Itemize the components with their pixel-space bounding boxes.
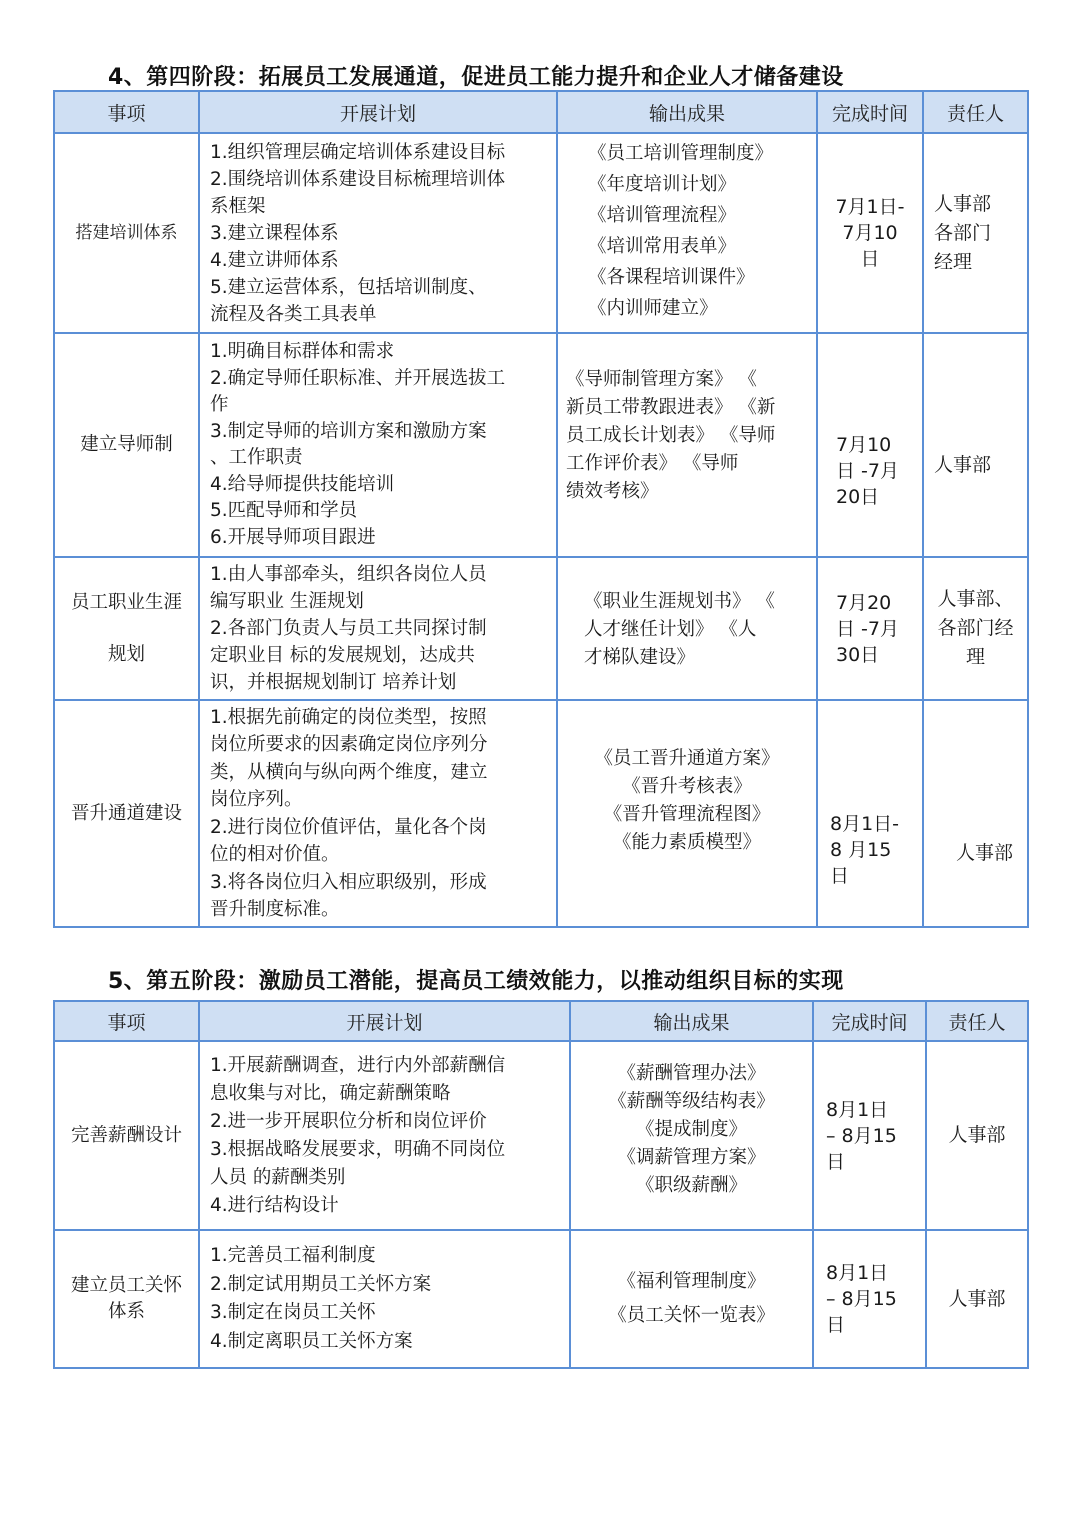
cell-line: 《福利管理制度》 [617, 1271, 766, 1292]
item-cell [54, 1230, 199, 1368]
cell-line: 岗位所要求的因素确定岗位序列分 [210, 734, 488, 755]
cell-line: 工作评价表》 《导师 [566, 453, 739, 474]
cell-line: 人事部 [934, 192, 992, 215]
item-cell [54, 1041, 199, 1230]
cell-line: 日 -7月 [836, 617, 899, 640]
header-owner: 责任人 [923, 91, 1028, 133]
time-cell [813, 1230, 926, 1368]
cell-line: 2.进行岗位价值评估，量化各个岗 [210, 816, 487, 838]
header-plan: 开展计划 [199, 1001, 570, 1041]
table-row [54, 1230, 1028, 1368]
cell-line: 经理 [934, 250, 973, 273]
cell-line: 《导师制管理方案》 《 [566, 369, 757, 390]
cell-line: 才梯队建设》 [584, 647, 696, 668]
cell-line: 2.制定试用期员工关怀方案 [210, 1273, 432, 1295]
cell-line: 《员工关怀一览表》 [608, 1305, 775, 1326]
item-cell [54, 133, 199, 333]
table-row [54, 133, 1028, 333]
cell-line: 人事部、 [937, 588, 1014, 610]
cell-line: 5.建立运营体系，包括培训制度、 [210, 276, 487, 298]
cell-line: 4.制定离职员工关怀方案 [210, 1330, 413, 1352]
cell-line: 各部门经 [937, 617, 1014, 639]
cell-line: 4.建立讲师体系 [210, 249, 339, 271]
cell-line: 绩效考核》 [566, 481, 659, 502]
cell-line: 7月10 [842, 222, 898, 244]
cell-line: 人事部 [934, 453, 992, 476]
cell-line: 《员工晋升通道方案》 [594, 748, 780, 769]
table-row [54, 1041, 1028, 1230]
cell-line: 8月1日 [826, 1098, 889, 1121]
cell-line: 日 [830, 865, 850, 887]
owner-cell [926, 1230, 1028, 1368]
cell-line: 《职级薪酬》 [635, 1175, 747, 1196]
cell-line: 8月1日- [830, 813, 900, 835]
cell-line: 人才继任计划》 《人 [584, 619, 757, 640]
cell-line: 人员 的薪酬类别 [210, 1166, 346, 1188]
cell-line: 系框架 [210, 195, 266, 217]
header-plan: 开展计划 [199, 91, 557, 133]
cell-line: 《提成制度》 [635, 1119, 747, 1140]
header-time: 完成时间 [813, 1001, 926, 1041]
cell-line: 《各课程培训课件》 [588, 267, 755, 288]
cell-line: 建立导师制 [80, 434, 173, 455]
cell-line: 3.制定在岗员工关怀 [210, 1302, 376, 1323]
cell-line: 1.开展薪酬调查，进行内外部薪酬信 [210, 1054, 506, 1076]
header-item: 事项 [54, 91, 199, 133]
plan-cell [199, 133, 557, 333]
header-output: 输出成果 [570, 1001, 813, 1041]
cell-line: 员工成长计划表》 《导师 [566, 425, 776, 446]
cell-line: 2.确定导师任职标准、并开展选拔工 [210, 367, 506, 389]
time-cell [817, 557, 923, 700]
cell-line: 类，从横向与纵向两个维度，建立 [210, 761, 488, 783]
cell-line: 搭建培训体系 [75, 223, 178, 243]
table-header-row [54, 91, 1028, 133]
cell-line: 《员工培训管理制度》 [588, 143, 774, 164]
cell-line: 理 [965, 646, 985, 668]
cell-line: 流程及各类工具表单 [210, 303, 377, 325]
cell-line: 息收集与对比，确定薪酬策略 [210, 1082, 451, 1104]
cell-line: 《薪酬等级结构表》 [608, 1091, 775, 1112]
cell-line: 3.制定导师的培训方案和激励方案 [210, 420, 487, 442]
cell-line: 1.完善员工福利制度 [210, 1245, 376, 1266]
time-cell [817, 133, 923, 333]
cell-line: 《培训管理流程》 [588, 205, 737, 226]
table-header-row [54, 1001, 1028, 1041]
cell-line: 日 -7月 [836, 460, 899, 482]
stage4-table [53, 90, 1029, 928]
cell-line: 晋升制度标准。 [210, 899, 340, 920]
cell-line: 6.开展导师项目跟进 [210, 526, 376, 548]
cell-line: 规划 [107, 643, 145, 665]
cell-line: 作 [210, 394, 229, 415]
cell-line: 20日 [836, 486, 880, 508]
header-output: 输出成果 [557, 91, 817, 133]
time-cell [817, 700, 923, 927]
plan-cell [199, 333, 557, 557]
cell-line: 4.进行结构设计 [210, 1194, 339, 1216]
cell-line: 日 [860, 248, 880, 270]
cell-line: 《职业生涯规划书》 《 [584, 591, 775, 612]
cell-line: 2.进一步开展职位分析和岗位评价 [210, 1110, 487, 1132]
cell-line: 编写职业 生涯规划 [210, 591, 364, 612]
owner-cell [923, 557, 1028, 700]
item-cell [54, 700, 199, 927]
cell-line: 3.建立课程体系 [210, 222, 339, 244]
plan-cell [199, 700, 557, 927]
cell-line: 各部门 [934, 221, 992, 244]
plan-cell [199, 1230, 570, 1368]
cell-line: 7月10 [836, 434, 892, 456]
output-cell [557, 133, 817, 333]
header-time: 完成时间 [817, 91, 923, 133]
owner-cell [926, 1041, 1028, 1230]
cell-line: 《年度培训计划》 [588, 174, 737, 195]
owner-cell [923, 133, 1028, 333]
cell-line: 3.根据战略发展要求，明确不同岗位 [210, 1138, 506, 1160]
cell-line: 《晋升考核表》 [622, 776, 752, 797]
cell-line: 晋升通道建设 [70, 802, 182, 824]
cell-line: 4.给导师提供技能培训 [210, 473, 395, 495]
cell-line: 位的相对价值。 [210, 844, 340, 865]
header-owner: 责任人 [926, 1001, 1028, 1041]
table-row [54, 333, 1028, 557]
cell-line: 30日 [836, 643, 880, 666]
owner-cell [923, 700, 1028, 927]
cell-line: 《晋升管理流程图》 [603, 804, 771, 825]
cell-line: 《内训师建立》 [588, 298, 718, 319]
cell-line: 完善薪酬设计 [70, 1124, 182, 1146]
cell-line: 新员工带教跟进表》 《新 [566, 397, 776, 418]
cell-line: 1.由人事部牵头，组织各岗位人员 [210, 564, 487, 585]
item-cell [54, 557, 199, 700]
cell-line: 人事部 [948, 1287, 1006, 1310]
table-row [54, 700, 1028, 927]
stage5-table [53, 1000, 1029, 1369]
output-cell [570, 1041, 813, 1230]
cell-line: 建立员工关怀 [70, 1275, 182, 1296]
time-cell [813, 1041, 926, 1230]
cell-line: 《能力素质模型》 [612, 832, 761, 853]
cell-line: 《培训常用表单》 [588, 236, 737, 257]
cell-line: 7月20 [836, 591, 892, 614]
cell-line: – 8月15 [826, 1124, 897, 1147]
cell-line: 2.围绕培训体系建设目标梳理培训体 [210, 168, 506, 190]
cell-line: 岗位序列。 [210, 789, 303, 810]
header-item: 事项 [54, 1001, 199, 1041]
output-cell [557, 333, 817, 557]
plan-cell [199, 557, 557, 700]
cell-line: 8月1日 [826, 1262, 889, 1284]
cell-line: 5.匹配导师和学员 [210, 500, 358, 521]
cell-line: 人事部 [948, 1124, 1006, 1146]
owner-cell [923, 333, 1028, 557]
table-row [54, 557, 1028, 700]
cell-line: 员工职业生涯 [70, 591, 182, 613]
cell-line: 3.将各岗位归入相应职级别，形成 [210, 871, 487, 893]
cell-line: 2.各部门负责人与员工共同探讨制 [210, 618, 487, 639]
cell-line: 1.组织管理层确定培训体系建设目标 [210, 141, 506, 163]
cell-line: 识，并根据规划制订 培养计划 [210, 672, 457, 693]
cell-line: 人事部 [955, 842, 1013, 864]
cell-line: 体系 [107, 1301, 145, 1322]
section4-title: 4、第四阶段：拓展员工发展通道，促进员工能力提升和企业人才储备建设 [108, 65, 844, 90]
cell-line: 日 [826, 1314, 846, 1336]
output-cell [570, 1230, 813, 1368]
cell-line: 、工作职责 [210, 447, 303, 468]
plan-cell [199, 1041, 570, 1230]
cell-line: 日 [826, 1150, 846, 1173]
cell-line: 1.根据先前确定的岗位类型，按照 [210, 706, 487, 728]
item-cell [54, 333, 199, 557]
cell-line: – 8月15 [826, 1288, 897, 1310]
output-cell [557, 557, 817, 700]
output-cell [557, 700, 817, 927]
time-cell [817, 333, 923, 557]
cell-line: 定职业目 标的发展规划，达成共 [210, 645, 475, 666]
cell-line: 1.明确目标群体和需求 [210, 341, 395, 362]
cell-line: 7月1日- [835, 196, 905, 218]
section5-title: 5、第五阶段：激励员工潜能，提高员工绩效能力，以推动组织目标的实现 [108, 969, 844, 994]
cell-line: 《薪酬管理办法》 [617, 1063, 766, 1084]
cell-line: 《调薪管理方案》 [617, 1147, 766, 1168]
cell-line: 8 月15 [830, 839, 892, 861]
